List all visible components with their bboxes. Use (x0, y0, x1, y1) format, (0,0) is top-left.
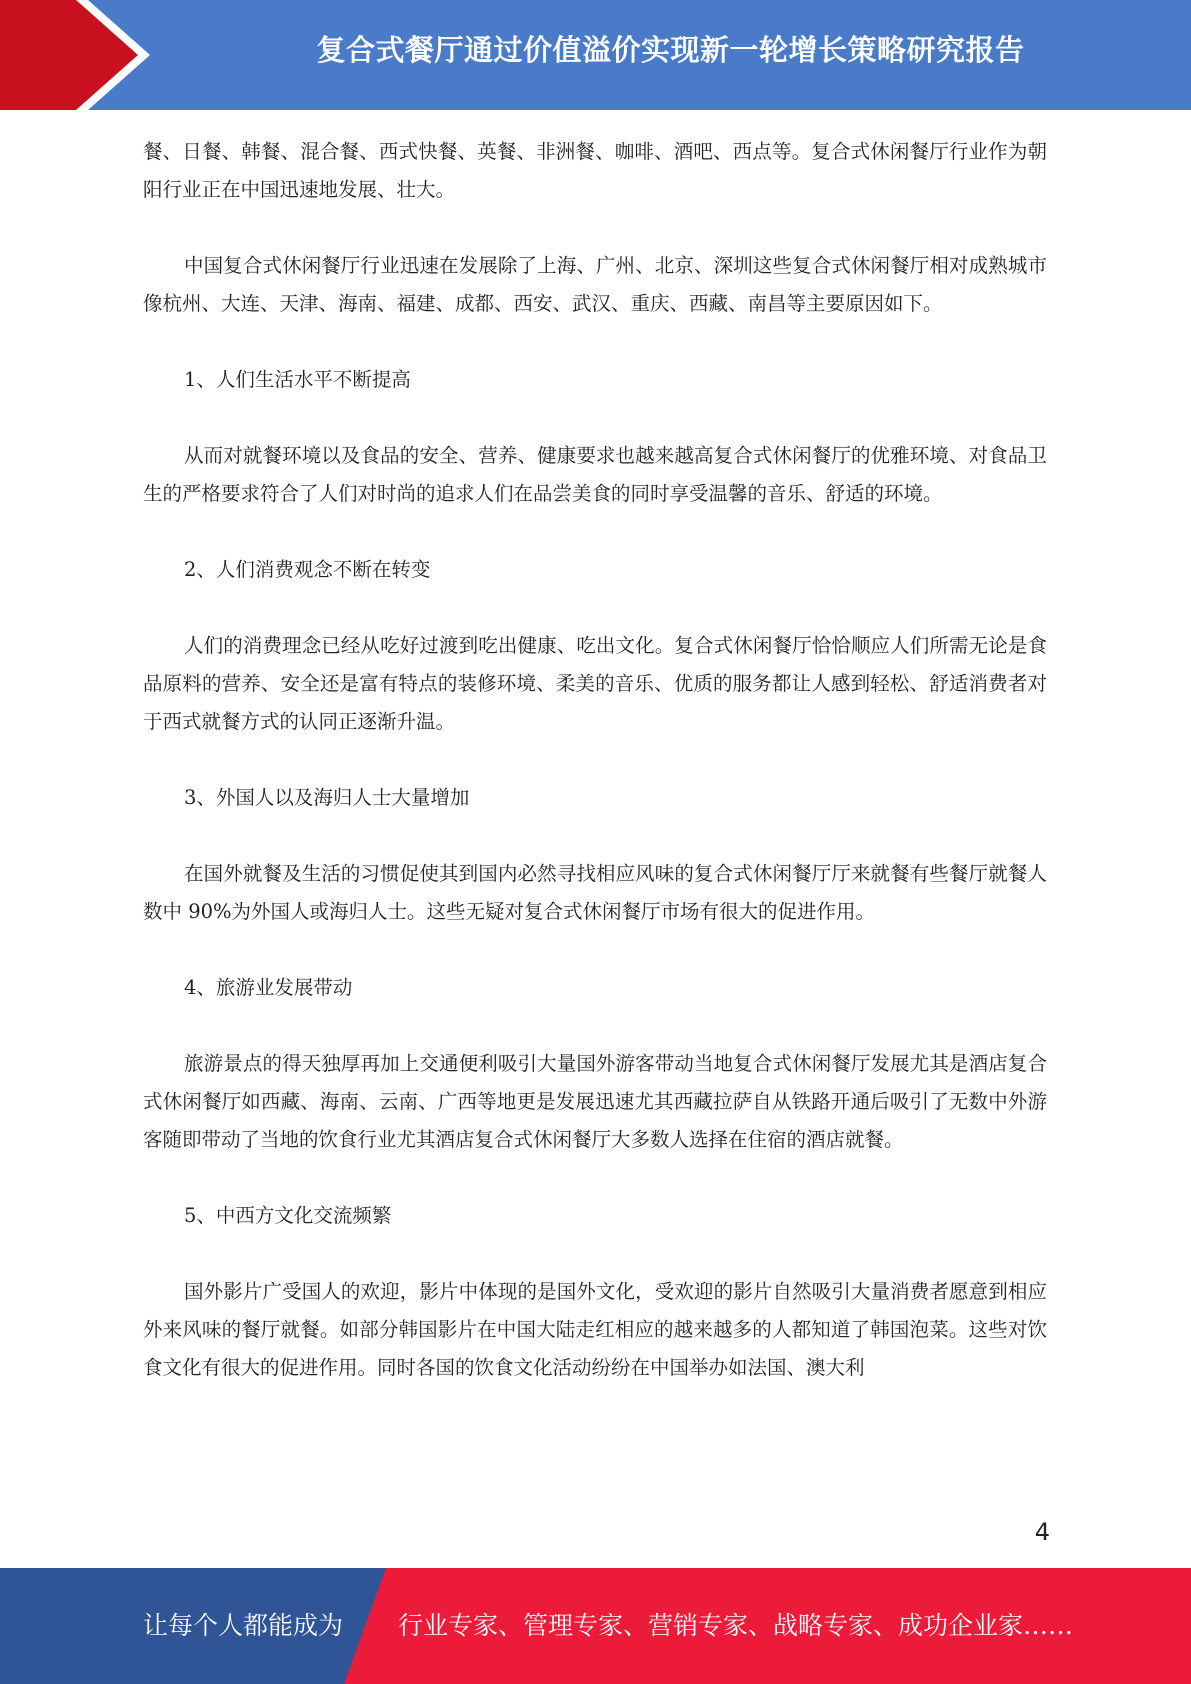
paragraph-1: 从而对就餐环境以及食品的安全、营养、健康要求也越来越高复合式休闲餐厅的优雅环境、对食品卫生的严格要求符合了人们对时尚的追求人们在品尝美食的同时享受温馨的音乐、舒适的环境。 (143, 444, 1047, 505)
paragraph-2: 人们的消费理念已经从吃好过渡到吃出健康、吃出文化。复合式休闲餐厅恰恰顺应人们所需无论是食品原料的营养、安全还是富有特点的装修环境、柔美的音乐、优质的服务都让人感到轻松、舒适消费者对于西式就餐方式的认同正逐渐升温。 (143, 634, 1047, 733)
section-heading-4: 4、旅游业发展带动 (184, 976, 353, 999)
report-title: 复合式餐厅通过价值溢价实现新一轮增长策略研究报告 (316, 33, 1025, 67)
page-footer (0, 1568, 1191, 1684)
header-chevron-arrow (0, 0, 140, 110)
paragraph-continued: 餐、日餐、韩餐、混合餐、西式快餐、英餐、非洲餐、咖啡、酒吧、西点等。复合式休闲餐厅行业作为朝阳行业正在中国迅速地发展、壮大。 (143, 140, 1047, 201)
section-heading-1: 1、人们生活水平不断提高 (184, 368, 411, 391)
section-heading-3: 3、外国人以及海归人士大量增加 (184, 786, 470, 809)
page-header (0, 0, 1191, 110)
section-heading-5: 5、中西方文化交流频繁 (184, 1204, 392, 1227)
paragraph-4: 旅游景点的得天独厚再加上交通便利吸引大量国外游客带动当地复合式休闲餐厅发展尤其是酒店复合式休闲餐厅如西藏、海南、云南、广西等地更是发展迅速尤其西藏拉萨自从铁路开通后吸引了无数中外游客随即带动了当地的饮食行业尤其酒店复合式休闲餐厅大多数人选择在住宿的酒店就餐。 (143, 1052, 1047, 1151)
footer-slogan-left: 让每个人都能成为 (143, 1611, 344, 1640)
section-heading-2: 2、人们消费观念不断在转变 (184, 558, 431, 581)
page-number: 4 (1034, 1518, 1050, 1546)
paragraph-3: 在国外就餐及生活的习惯促使其到国内必然寻找相应风味的复合式休闲餐厅厅来就餐有些餐厅就餐人数中 90%为外国人或海归人士。这些无疑对复合式休闲餐厅市场有很大的促进作用。 (143, 862, 1047, 923)
paragraph-intro: 中国复合式休闲餐厅行业迅速在发展除了上海、广州、北京、深圳这些复合式休闲餐厅相对成熟城市像杭州、大连、天津、海南、福建、成都、西安、武汉、重庆、西藏、南昌等主要原因如下。 (143, 254, 1047, 315)
document-body (143, 133, 1047, 1425)
footer-slogan-right: 行业专家、管理专家、营销专家、战略专家、成功企业家…… (398, 1611, 1074, 1640)
paragraph-5: 国外影片广受国人的欢迎，影片中体现的是国外文化，受欢迎的影片自然吸引大量消费者愿意到相应外来风味的餐厅就餐。如部分韩国影片在中国大陆走红相应的越来越多的人都知道了韩国泡菜。这些对饮食文化有很大的促进作用。同时各国的饮食文化活动纷纷在中国举办如法国、澳大利 (143, 1280, 1047, 1379)
